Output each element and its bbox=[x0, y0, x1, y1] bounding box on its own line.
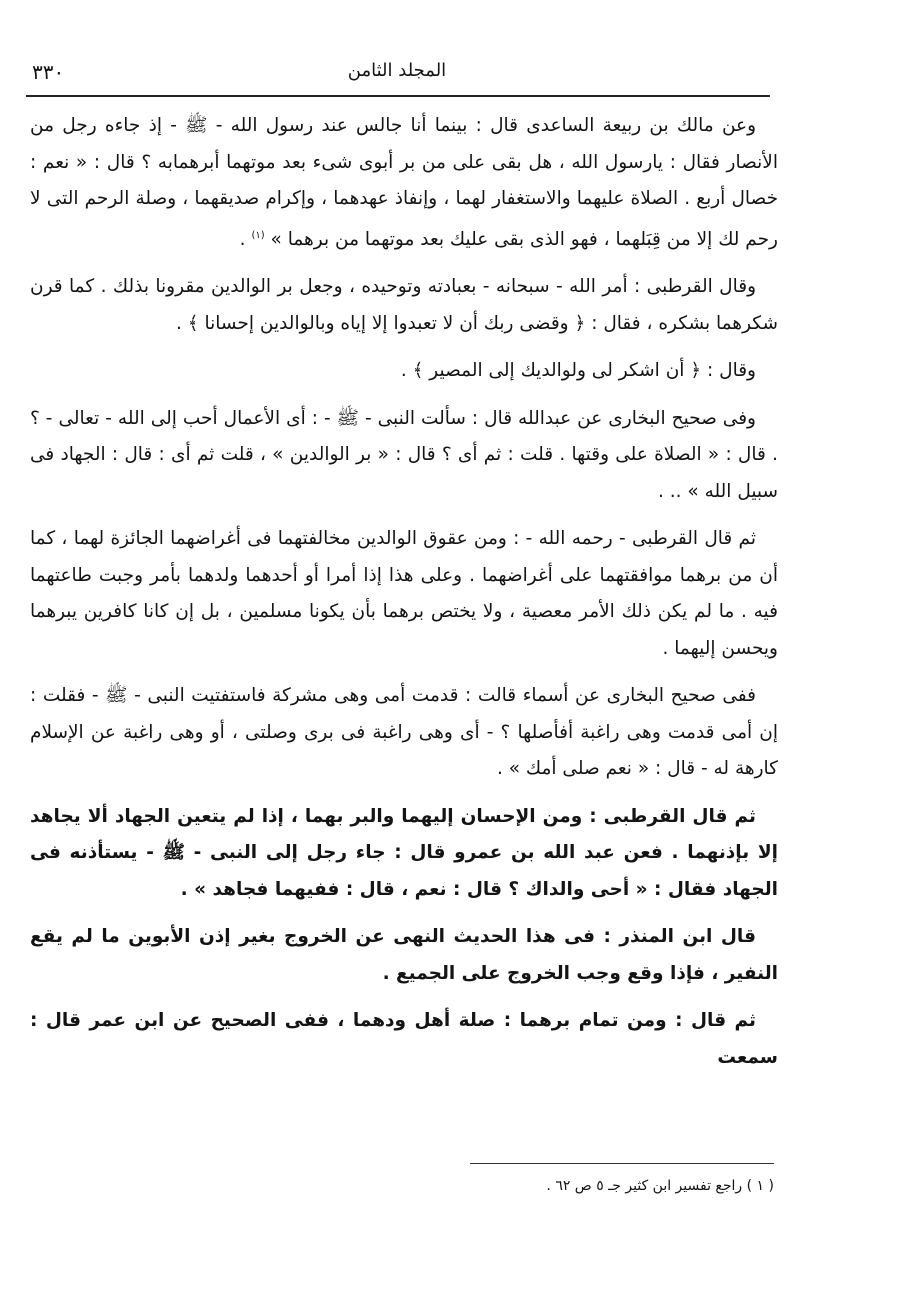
page-number: ٣٣٠ bbox=[32, 60, 65, 84]
paragraph-5: ثم قال القرطبى - رحمه الله - : ومن عقوق الوالدين مخالفتهما فى أغراضهما الجائزة لهما ، كما أن من برهما موافقتهما على أغراضهما . وعلى هذا إذا أمرا أو أحدهما ولدهما بأمر وجبت طاعتهما فيه . ما لم يكن ذلك الأمر معصية ، ولا يختص برهما بأن يكونا مسلمين ، بل إن كانا كافرين يبرهما ويحسن إليهما . bbox=[30, 528, 778, 659]
paragraph-9: ثم قال : ومن تمام برهما : صلة أهل ودهما ، ففى الصحيح عن ابن عمر قال : سمعت bbox=[30, 1010, 778, 1068]
running-title: المجلد الثامن bbox=[347, 60, 447, 81]
paragraph-8: قال ابن المنذر : فى هذا الحديث النهى عن الخروج بغير إذن الأبوين ما لم يقع النفير ، فإذا وقع وجب الخروج على الجميع . bbox=[30, 926, 778, 984]
footnote-rule bbox=[470, 1163, 774, 1164]
paragraph-6: ففى صحيح البخارى عن أسماء قالت : قدمت أمى وهى مشركة فاستفتيت النبى - ﷺ - فقلت : إن أمى قدمت وهى راغبة أفأصلها ؟ - أى وهى راغبة فى برى وصلتى ، أو وهى راغبة عن الإسلام كارهة له - قال : « نعم صلى أمك » . bbox=[30, 685, 778, 780]
paragraph-4: وفى صحيح البخارى عن عبدالله قال : سألت النبى - ﷺ - : أى الأعمال أحب إلى الله - تعالى - ؟ . قال : « الصلاة على وقتها . قلت : ثم أى ؟ قال : « بر الوالدين » ، قلت ثم أى : قال : الجهاد فى سبيل الله » .. . bbox=[30, 407, 778, 502]
paragraph-7: ثم قال القرطبى : ومن الإحسان إليهما والبر بهما ، إذا لم يتعين الجهاد ألا يجاهد إلا بإذنهما . فعن عبد الله بن عمرو قال : جاء رجل إلى النبى - ﷺ - يستأذنه فى الجهاد فقال : « أحى والداك ؟ قال : نعم ، قال : ففيهما فجاهد » . bbox=[30, 805, 778, 900]
footnote-reference: (١) bbox=[251, 229, 265, 241]
paragraph-1-text: وعن مالك بن ربيعة الساعدى قال : بينما أنا جالس عند رسول الله - ﷺ - إذ جاءه رجل من الأنصار فقال : يارسول الله ، هل بقى على من بر أبوى شىء بعد موتهما أبرهمابه ؟ قال : « نعم : خصال أربع . الصلاة عليهما والاستغفار لهما ، وإنفاذ عهدهما ، وإكرام صديقهما ، وصلة الرحم التى لا رحم لك إلا من قِبَلهما ، فهو الذى بقى عليك بعد موتهما من برهما » bbox=[30, 115, 778, 250]
paragraph-1: وعن مالك بن ربيعة الساعدى قال : بينما أنا جالس عند رسول الله - ﷺ - إذ جاءه رجل من الأنصار فقال : يارسول الله ، هل بقى على من بر أبوى شىء بعد موتهما أبرهمابه ؟ قال : « نعم : خصال أربع . الصلاة عليهما والاستغفار لهما ، وإنفاذ عهدهما ، وإكرام صديقهما ، وصلة الرحم التى لا رحم لك إلا من قِبَلهما ، فهو الذى بقى عليك بعد موتهما من برهما » $^{(١)}$ . bbox=[30, 115, 778, 250]
paragraph-3: وقال : ﴿ أن اشكر لى ولوالديك إلى المصير ﴾ . bbox=[400, 360, 756, 382]
footnote: ( ١ ) راجع تفسير ابن كثير جـ ٥ ص ٦٢ . bbox=[546, 1178, 774, 1194]
page-header bbox=[26, 58, 768, 88]
body-text bbox=[30, 108, 778, 1087]
header-rule bbox=[26, 95, 770, 97]
paragraph-2: وقال القرطبى : أمر الله - سبحانه - بعبادته وتوحيده ، وجعل بر الوالدين مقرونا بذلك . كما قرن شكرهما بشكره ، فقال : ﴿ وقضى ربك أن لا تعبدوا إلا إياه وبالوالدين إحسانا ﴾ . bbox=[30, 276, 778, 334]
